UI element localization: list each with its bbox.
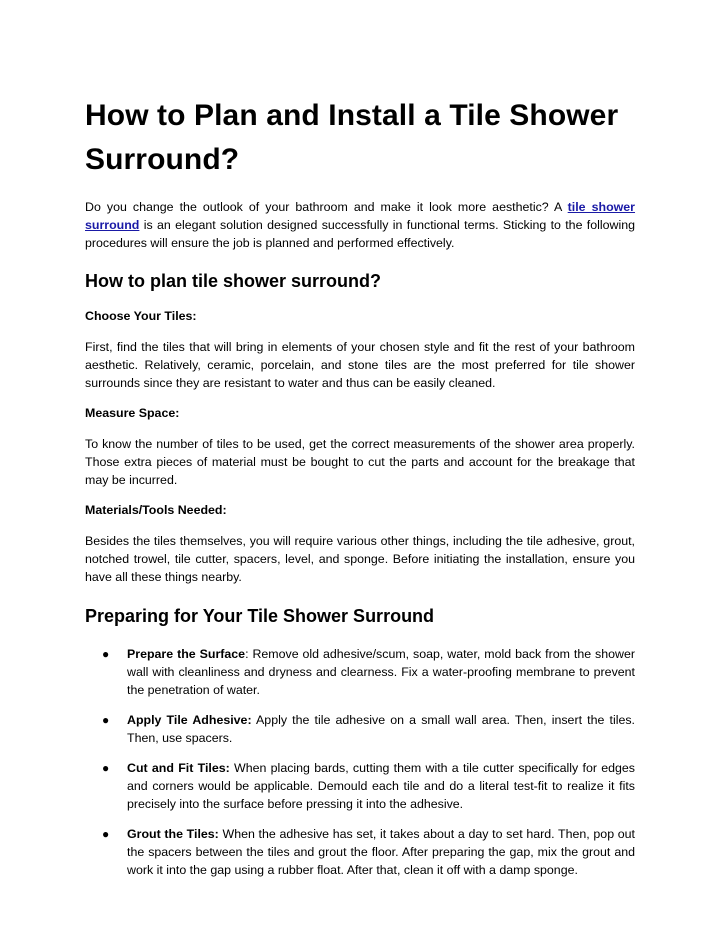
intro-paragraph [85, 198, 635, 252]
step-text: When the adhesive has set, it takes about a day to set hard. Then, pop out the spacers between the tiles and grout the floor. After preparing the gap, mix the grout and work it into the gap using a rubber float. After that, clean it off with a damp sponge. [127, 827, 635, 877]
step-label: Prepare the Surface [127, 647, 246, 661]
list-item [85, 645, 635, 699]
bullet-icon: ● [102, 647, 110, 661]
list-item [85, 759, 635, 813]
choose-tiles-body: First, find the tiles that will bring in elements of your chosen style and fit the rest of your bathroom aesthetic. Relatively, ceramic, porcelain, and stone tiles are the most preferred for tile shower surrounds since they are resistant to water and thus can be easily cleaned. [85, 340, 635, 390]
materials-tools-heading: Materials/Tools Needed: [85, 503, 227, 517]
document-page [85, 94, 635, 891]
step-text: Apply the tile adhesive on a small wall area. Then, insert the tiles. Then, use spacers. [127, 713, 635, 745]
prep-section-heading: Preparing for Your Tile Shower Surround [85, 606, 435, 626]
step-label: Apply Tile Adhesive: [127, 713, 252, 727]
tile-shower-surround-link[interactable]: tile shower surround [85, 200, 636, 232]
intro-text-end: is an elegant solution designed successfully in functional terms. Sticking to the following procedures will ensure the job is planned and performed effectively. [85, 218, 635, 250]
measure-space-heading: Measure Space: [85, 406, 180, 420]
step-label: Grout the Tiles: [127, 827, 219, 841]
list-item [85, 711, 635, 747]
step-label: Cut and Fit Tiles: [127, 761, 230, 775]
plan-section-heading: How to plan tile shower surround? [85, 271, 382, 291]
measure-space-body: To know the number of tiles to be used, get the correct measurements of the shower area properly. Those extra pieces of material must be bought to cut the parts and account for the breakage that may be incurred. [85, 437, 635, 487]
page-title: How to Plan and Install a Tile Shower Surround? [85, 99, 619, 176]
intro-text-start: Do you change the outlook of your bathroom and make it look more aesthetic? A [85, 200, 568, 214]
step-text: When placing bards, cutting them with a tile cutter specifically for edges and corners would be applicable. Demould each tile and do a literal test-fit to realize it fits precisely into the surface before pressing it into the adhesive. [127, 761, 635, 811]
bullet-icon: ● [102, 761, 110, 775]
step-text: : Remove old adhesive/scum, soap, water, mold back from the shower wall with cleanliness and dryness and clearness. Fix a water-proofing membrane to prevent the penetration of water. [127, 647, 636, 697]
list-item [85, 825, 635, 879]
bullet-icon: ● [102, 713, 110, 727]
prep-steps-list [85, 645, 635, 879]
materials-tools-body: Besides the tiles themselves, you will require various other things, including the tile adhesive, grout, notched trowel, tile cutter, spacers, level, and sponge. Before initiating the installation, ensure you have all these things nearby. [85, 534, 635, 584]
choose-tiles-heading: Choose Your Tiles: [85, 309, 197, 323]
bullet-icon: ● [102, 827, 110, 841]
